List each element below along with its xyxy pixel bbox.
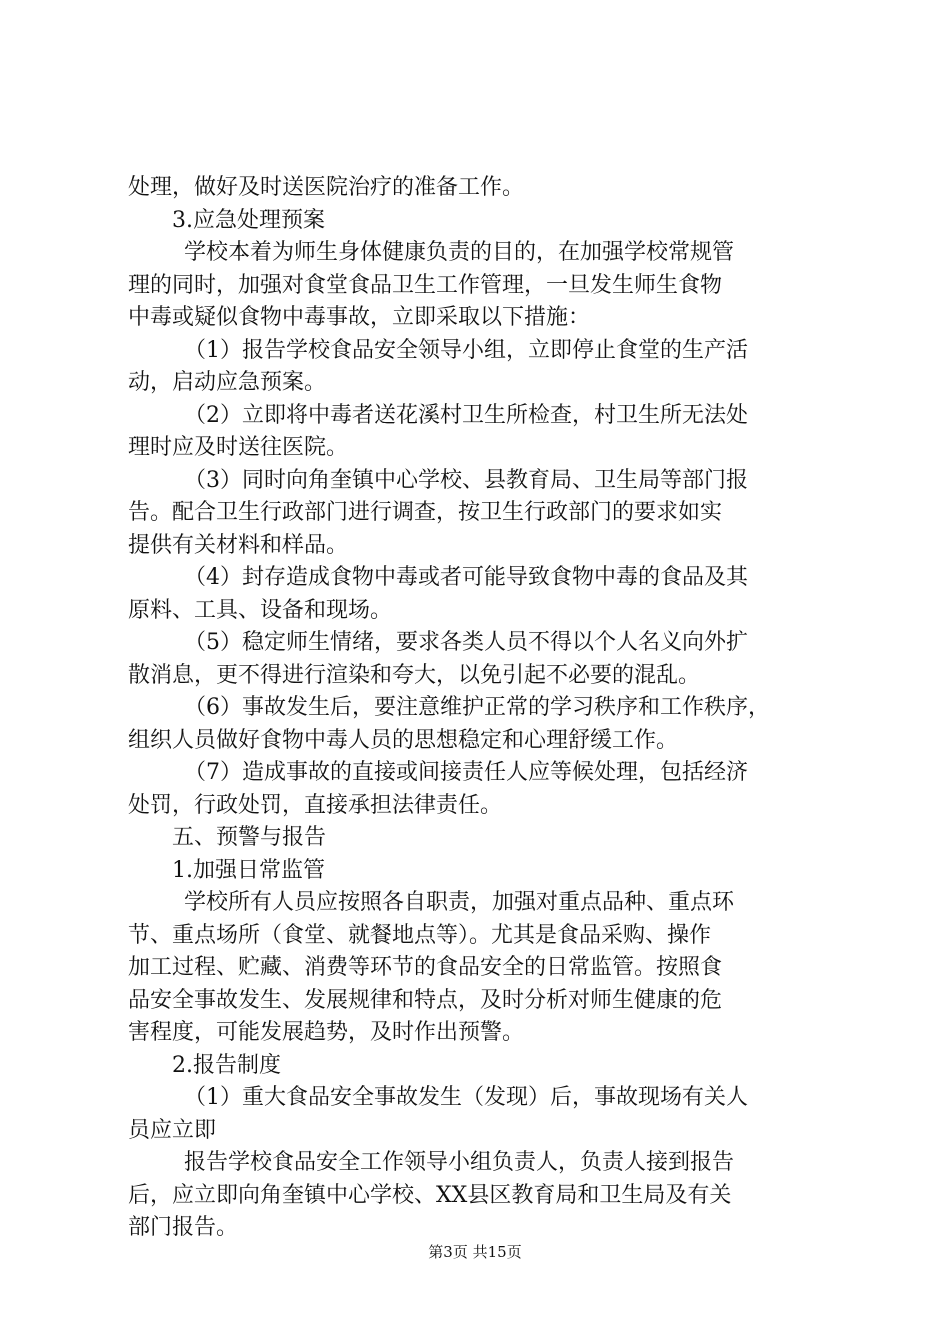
page-number-footer: 第3页 共15页 [428,1243,522,1261]
paragraph-first-line: 学校本着为师生身体健康负责的目的，在加强学校常规管 [184,240,735,265]
list-item-first-line: （6）事故发生后，要注意维护正常的学习秩序和工作秩序， [184,695,770,720]
text-line: 组织人员做好食物中毒人员的思想稳定和心理舒缓工作。 [128,727,679,753]
list-item-first-line: （7）造成事故的直接或间接责任人应等候处理，包括经济 [184,760,748,785]
list-item-first-line: （1）重大食品安全事故发生（发现）后，事故现场有关人 [184,1085,748,1110]
text-line: 理的同时，加强对食堂食品卫生工作管理，一旦发生师生食物 [128,272,723,298]
text-line: 品安全事故发生、发展规律和特点，及时分析对师生健康的危 [128,987,723,1013]
subsection-heading: 1.加强日常监管 [172,857,325,883]
text-line: 害程度，可能发展趋势，及时作出预警。 [128,1020,525,1045]
subsection-heading: 2.报告制度 [172,1052,281,1078]
section-heading: 3.应急处理预案 [172,207,325,233]
text-line: 提供有关材料和样品。 [128,532,349,558]
section-heading: 五、预警与报告 [172,825,327,850]
text-line: 原料、工具、设备和现场。 [128,597,393,623]
list-item-first-line: （4）封存造成食物中毒或者可能导致食物中毒的食品及其 [184,565,748,590]
text-line: 中毒或疑似食物中毒事故，立即采取以下措施： [128,305,591,330]
list-item-first-line: （1）报告学校食品安全领导小组，立即停止食堂的生产活 [184,337,748,363]
text-line: 加工过程、贮藏、消费等环节的食品安全的日常监管。按照食 [128,955,723,980]
text-line: 理时应及时送往医院。 [128,435,349,460]
text-line: 部门报告。 [128,1215,239,1240]
list-item-first-line: （2）立即将中毒者送花溪村卫生所检查，村卫生所无法处 [184,402,748,428]
text-line: 后，应立即向角奎镇中心学校、XX县区教育局和卫生局及有关 [128,1182,732,1208]
paragraph-first-line: 报告学校食品安全工作领导小组负责人，负责人接到报告 [184,1150,735,1175]
list-item-first-line: （3）同时向角奎镇中心学校、县教育局、卫生局等部门报 [184,467,748,493]
paragraph-first-line: 学校所有人员应按照各自职责，加强对重点品种、重点环 [184,890,735,915]
text-line: 节、重点场所（食堂、就餐地点等）。尤其是食品采购、操作 [128,922,712,948]
document-body [128,172,834,1245]
text-line: 散消息，更不得进行渲染和夸大，以免引起不必要的混乱。 [128,662,701,688]
list-item-first-line: （5）稳定师生情绪，要求各类人员不得以个人名义向外扩 [184,630,748,655]
text-line: 员应立即 [128,1117,217,1143]
text-line: 动，启动应急预案。 [128,370,327,395]
text-line: 处罚，行政处罚，直接承担法律责任。 [128,792,503,818]
text-line: 处理，做好及时送医院治疗的准备工作。 [128,175,525,200]
text-line: 告。配合卫生行政部门进行调查，按卫生行政部门的要求如实 [128,500,723,525]
